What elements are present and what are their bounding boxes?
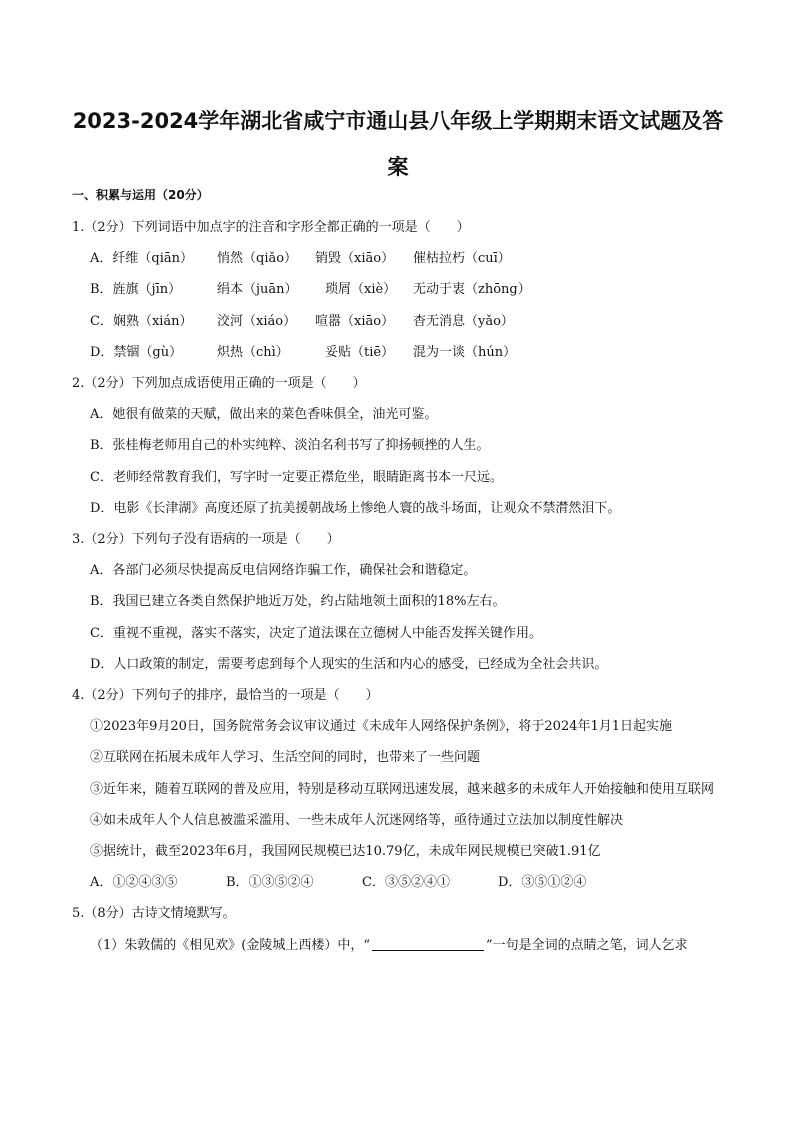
question-3-option-c: C．重视不重视，落实不落实，决定了道法课在立德树人中能否发挥关键作用。 [90, 625, 542, 641]
question-list [72, 212, 728, 961]
question-4-sentence-5: ⑤据统计，截至2023年6月，我国网民规模已达10.79亿，未成年网民规模已突破1.91亿 [90, 844, 601, 860]
option-word: D．禁锢（gù） [90, 344, 183, 360]
question-5-stem: 5.（8分）古诗文情境默写。 [72, 906, 236, 922]
question-1-option-d [72, 337, 728, 368]
option-word: 洨河（xiáo） [217, 313, 297, 329]
question-3-option-d: D．人口政策的制定，需要考虑到每个人现实的生活和内心的感受，已经成为全社会共识。 [90, 656, 608, 672]
question-3-option-b: B．我国已建立各类自然保护地近万处，约占陆地领土面积的18%左右。 [90, 594, 506, 610]
question-4-options [72, 867, 728, 898]
option-word: 催枯拉朽（cuī） [413, 251, 511, 267]
question-4-sentence-3: ③近年来，随着互联网的普及应用，特别是移动互联网迅速发展，越来越多的未成年人开始接触和使用互联网 [90, 781, 715, 797]
question-4-option-c: C．③⑤②④① [362, 875, 450, 891]
option-word: 杳无消息（yǎo） [413, 313, 514, 329]
option-word: 绢本（juān） [217, 282, 298, 298]
option-word: 妥贴（tiē） [325, 344, 395, 360]
part-1-text-after: ”一句是全词的点睛之笔，词人乞求 [486, 937, 688, 953]
option-word: 无动于衷（zhōng） [413, 282, 531, 298]
question-1-option-c [72, 306, 728, 337]
question-1-option-b [72, 274, 728, 305]
option-word: C．娴熟（xián） [90, 313, 193, 329]
question-4-stem: 4.（2分）下列句子的排序，最恰当的一项是（ ） [72, 688, 379, 704]
question-4-option-d: D．③⑤①②④ [498, 875, 587, 891]
question-3-option-a: A．各部门必须尽快提高反电信网络诈骗工作，确保社会和谐稳定。 [90, 563, 477, 579]
page-title: 2023-2024学年湖北省咸宁市通山县八年级上学期期末语文试题及答案 [72, 109, 724, 179]
section-heading: 一、积累与运用（20分） [72, 188, 209, 202]
part-1-text-before: （1）朱敦儒的《相见欢》(金陵城上西楼）中，“ [90, 937, 370, 953]
question-4-sentence-1: ①2023年9月20日，国务院常务会议审议通过《未成年人网络保护条例》，将于2024年1月1日起实施 [90, 719, 673, 735]
question-5-part-1 [72, 930, 728, 961]
question-2-option-c: C．老师经常教育我们，写字时一定要正襟危坐，眼睛距离书本一尺远。 [90, 469, 503, 485]
option-word: 销毁（xiāo） [315, 251, 395, 267]
answer-blank[interactable] [372, 936, 484, 951]
question-1-stem: 1.（2分）下列词语中加点字的注音和字形全都正确的一项是（ ） [72, 220, 470, 235]
question-2-option-d: D．电影《长津湖》高度还原了抗美援朝战场上惨绝人寰的战斗场面，让观众不禁潸然泪下。 [90, 500, 621, 516]
question-3-stem: 3.（2分）下列句子没有语病的一项是（ ） [72, 532, 340, 548]
option-word: 喧嚣（xiāo） [315, 313, 395, 329]
question-1-option-a [72, 243, 728, 274]
option-word: 悄然（qiǎo） [217, 251, 298, 267]
option-word: A．纤维（qiān） [90, 251, 193, 267]
option-word: 炽热（chì） [217, 344, 289, 360]
question-2-option-a: A．她很有做菜的天赋，做出来的菜色香味俱全，油光可鉴。 [90, 407, 438, 423]
question-2-option-b: B．张桂梅老师用自己的朴实纯粹、淡泊名利书写了抑扬顿挫的人生。 [90, 438, 490, 454]
question-2-stem: 2.（2分）下列加点成语使用正确的一项是（ ） [72, 376, 366, 392]
question-4-option-a: A．①②④③⑤ [90, 875, 178, 891]
question-4-option-b: B．①③⑤②④ [226, 875, 314, 891]
question-4-sentence-2: ②互联网在拓展未成年人学习、生活空间的同时，也带来了一些问题 [90, 750, 481, 766]
option-word: 混为一谈（hún） [413, 344, 517, 360]
option-word: B．旌旗（jīn） [90, 282, 182, 298]
question-4-sentence-4: ④如未成年人个人信息被滥采滥用、一些未成年人沉迷网络等，亟待通过立法加以制度性解决 [90, 812, 624, 828]
option-word: 琐屑（xiè） [325, 282, 397, 298]
